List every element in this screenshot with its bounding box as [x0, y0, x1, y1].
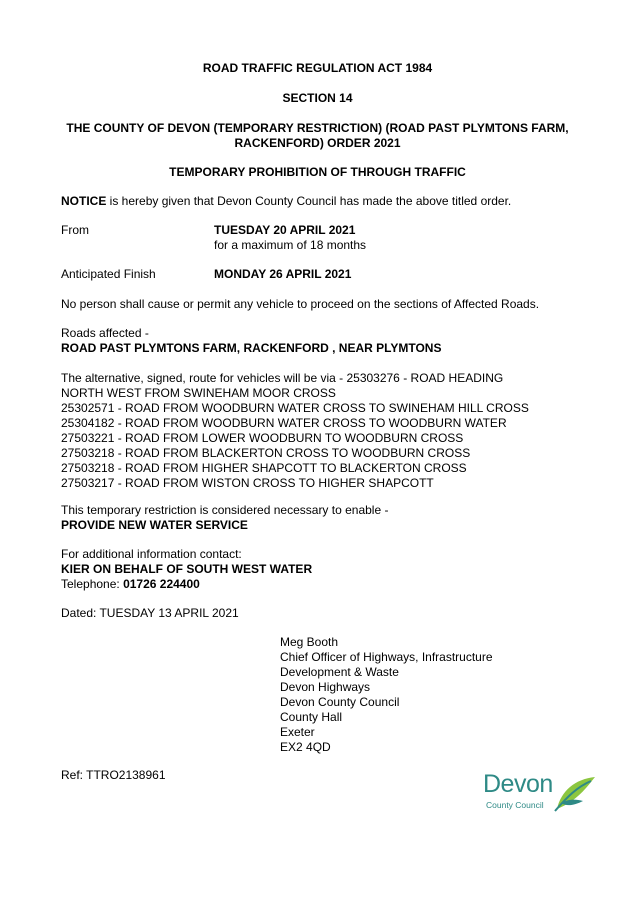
reason-value: PROVIDE NEW WATER SERVICE — [61, 518, 248, 532]
signatory-line: Meg Booth — [280, 635, 339, 649]
phone-number: 01726 224400 — [123, 577, 200, 591]
route-line: 27503218 - ROAD FROM HIGHER SHAPCOTT TO BLACKERTON CROSS — [61, 461, 467, 475]
dated-line: Dated: TUESDAY 13 APRIL 2021 — [61, 606, 239, 620]
act-title: ROAD TRAFFIC REGULATION ACT 1984 — [202, 61, 433, 75]
order-title — [0, 121, 635, 151]
signatory-line: Devon County Council — [280, 695, 400, 709]
reason-label: This temporary restriction is considered necessary to enable - — [61, 503, 389, 517]
from-date: TUESDAY 20 APRIL 2021 — [214, 223, 356, 237]
signatory-line: Exeter — [280, 725, 315, 739]
signatory-line: Development & Waste — [280, 665, 399, 679]
alternative-route — [61, 371, 529, 491]
prohibition-title: TEMPORARY PROHIBITION OF THROUGH TRAFFIC — [169, 165, 466, 179]
signatory-block — [280, 635, 493, 755]
route-line: 27503217 - ROAD FROM WISTON CROSS TO HIGHER SHAPCOTT — [61, 476, 434, 490]
route-line: 25304182 - ROAD FROM WOODBURN WATER CROSS TO WOODBURN WATER — [61, 416, 507, 430]
route-line: 25302571 - ROAD FROM WOODBURN WATER CROSS TO SWINEHAM HILL CROSS — [61, 401, 529, 415]
from-label: From — [61, 223, 89, 237]
reference: Ref: TTRO2138961 — [61, 768, 166, 782]
logo-word: Devon — [483, 770, 553, 798]
contact-name: KIER ON BEHALF OF SOUTH WEST WATER — [61, 562, 313, 576]
order-title-line: RACKENFORD) ORDER 2021 — [234, 136, 401, 150]
route-line: NORTH WEST FROM SWINEHAM MOOR CROSS — [61, 386, 336, 400]
contact-phone — [61, 577, 200, 591]
route-line: 27503221 - ROAD FROM LOWER WOODBURN TO WOODBURN CROSS — [61, 431, 464, 445]
section-title: SECTION 14 — [282, 91, 353, 105]
notice-paragraph — [61, 194, 511, 208]
notice-text: is hereby given that Devon County Council has made the above titled order. — [106, 194, 512, 208]
route-line: 27503218 - ROAD FROM BLACKERTON CROSS TO WOODBURN CROSS — [61, 446, 471, 460]
contact-label: For additional information contact: — [61, 547, 242, 561]
devon-county-council-logo — [483, 770, 603, 820]
leaf-icon — [553, 773, 598, 813]
from-note: for a maximum of 18 months — [214, 238, 367, 252]
signatory-line: EX2 4QD — [280, 740, 331, 754]
roads-affected-label: Roads affected - — [61, 326, 149, 340]
order-title-line: THE COUNTY OF DEVON (TEMPORARY RESTRICTION) (ROAD PAST PLYMTONS FARM, — [66, 121, 569, 135]
notice-lead: NOTICE — [61, 194, 107, 208]
logo-subtitle: County Council — [486, 800, 544, 810]
signatory-line: Chief Officer of Highways, Infrastructure — [280, 650, 493, 664]
route-line: The alternative, signed, route for vehicles will be via - 25303276 - ROAD HEADING — [61, 371, 504, 385]
signatory-line: Devon Highways — [280, 680, 371, 694]
roads-affected-value: ROAD PAST PLYMTONS FARM, RACKENFORD , NEAR PLYMTONS — [61, 341, 442, 355]
finish-label: Anticipated Finish — [61, 267, 156, 281]
phone-label: Telephone: — [61, 577, 124, 591]
finish-date: MONDAY 26 APRIL 2021 — [214, 267, 352, 281]
restriction-text: No person shall cause or permit any vehicle to proceed on the sections of Affected Roads. — [61, 297, 540, 311]
signatory-line: County Hall — [280, 710, 343, 724]
